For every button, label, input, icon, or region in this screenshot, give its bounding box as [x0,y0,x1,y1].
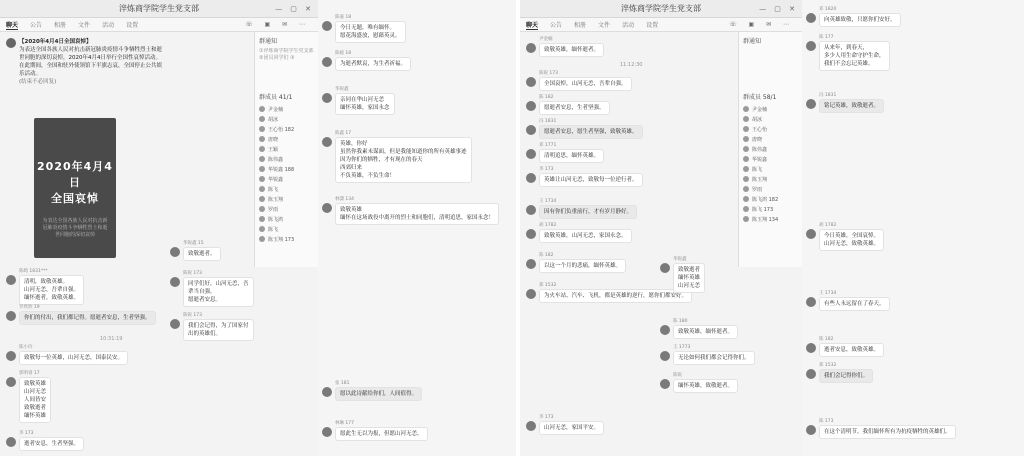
toolbar-icons[interactable]: ☏ ▣ ✉ ⋯ [729,21,794,28]
member-item[interactable] [259,224,314,234]
sidebar-title: 群通知 [743,38,762,45]
member-item[interactable] [743,204,798,214]
avatar[interactable] [526,149,536,159]
member-name: 陈玉翔 [752,176,768,183]
message-bubble: 今日无题，唯有缅怀。 愿花海盛放，慰藉英灵。 [335,21,406,43]
member-item[interactable] [259,164,314,174]
message-bubble: 山河无恙，家国平安。 [539,421,604,435]
avatar[interactable] [660,379,670,389]
avatar[interactable] [526,77,536,87]
message-item [322,50,507,71]
tab-bar [0,18,318,32]
avatar [259,136,265,142]
member-item[interactable] [259,124,314,134]
member-name: 华锐鑫 [268,176,284,183]
message-item [526,198,706,219]
message-item [170,270,254,307]
sender-name: 陈 177 [819,35,834,40]
avatar[interactable] [526,173,536,183]
message-item [526,414,676,435]
member-item[interactable] [743,184,798,194]
message-item [660,256,730,293]
message-bubble: 从来年，到春天， 多少人用生命守护生命， 我们不会忘记英雄。 [819,41,890,71]
notice-footer: (结束不必回复) [19,79,57,85]
member-list [743,104,798,224]
sender-name: 李 173 [539,415,554,420]
sender-name: 冯 1831 [539,119,557,124]
message-bubble: 致敬英雄，山河无恙，家国永念。 [539,229,632,243]
tab-activity[interactable]: 活动 [102,22,115,29]
member-item[interactable] [743,164,798,174]
message-bubble: 致敬逝者 缅怀英雄 山河无恙 [673,263,705,293]
avatar [259,216,265,222]
message-item [806,290,1016,311]
message-item [322,14,507,43]
message-bubble: 今日英雄，全国哀悼。 山河无恙，致敬英雄。 [819,229,884,251]
avatar [743,116,749,122]
sender-name: 胡 1782 [819,223,837,228]
sender-name: 邓 1820 [819,7,837,12]
member-name: 王心怡 [752,126,768,133]
window-title-bar [520,0,802,18]
tab-announcement[interactable]: 公告 [550,22,563,29]
message-item [322,420,507,441]
member-name: 罗雨 [752,186,763,193]
avatar [259,196,265,202]
avatar [259,146,265,152]
notice-title: 【2020年4月4日全国哀悼】 [19,39,92,45]
timestamp: 11:12:30 [620,62,643,68]
message-item [526,36,676,57]
message-item [660,318,780,339]
message-bubble: 愿以此诗献给你们，人间值得。 [335,387,422,401]
sender-name: 陈 182 [819,337,834,342]
avatar[interactable] [806,229,816,239]
avatar[interactable] [6,311,16,321]
avatar[interactable] [660,325,670,335]
sender-name: 郭明睿 17 [19,371,40,376]
avatar [743,146,749,152]
poster-text: 为表达全国各族人民对抗击新冠肺炎疫情斗争牺牲烈士和逝世同胞的深切哀悼 [42,218,108,238]
message-bubble: 因有你们负重前行，才有岁月静好。 [539,205,637,219]
avatar[interactable] [806,343,816,353]
message-bubble: 清明，致敬英雄。 山河无恙，吾辈自强。 缅怀逝者，致敬英雄。 [19,275,84,305]
member-item[interactable] [259,194,314,204]
avatar [743,196,749,202]
sender-name: 王 1734 [819,291,837,296]
sender-name: 尹金楠 [539,37,553,42]
message-bubble: 愿逝者安息，生者坚强。 [539,101,610,115]
message-bubble: 致敬英雄 缅怀在这场战役中离开的烈士和同胞们，清明追思，家国永念！ [335,203,499,225]
avatar[interactable] [526,205,536,215]
member-item[interactable] [743,174,798,184]
member-name: 陈伟鑫 [752,146,768,153]
member-name: 罗雨 [268,206,279,213]
avatar [743,106,749,112]
sender-name: 华锐鑫 [673,257,687,262]
member-header: 群成员 58/1 [743,94,777,101]
message-bubble: 致敬英雄 山河无恙 人间皆安 致敬逝者 缅怀英雄 [19,377,51,423]
avatar[interactable] [322,387,332,397]
member-header: 群成员 41/1 [259,94,293,101]
avatar [743,206,749,212]
avatar [743,136,749,142]
avatar [259,126,265,132]
message-item [526,142,686,163]
sender-name: 陈锐 173 [183,313,203,318]
group-info-sidebar [254,32,318,267]
tab-settings[interactable]: 设置 [126,22,139,29]
message-bubble: 英雄，你好 虽然你我素未谋面，但是我能知道你的所有英雄事迹 因为你们的牺牲，才有现在的春天 西郊归来 不负英雄，不负生命！ [335,137,472,183]
sender-name: 陈锐 173 [539,71,559,76]
avatar[interactable] [526,259,536,269]
avatar [259,116,265,122]
chat-window-left [0,0,318,456]
message-bubble: 愿逝者安息，愿生者坚强，致敬英雄。 [539,125,643,139]
avatar[interactable] [322,137,332,147]
sender-name: 郑 1532 [539,283,557,288]
member-item[interactable] [259,184,314,194]
message-item [526,222,706,243]
avatar[interactable] [526,421,536,431]
message-item [806,6,1016,27]
message-bubble: 缅怀英雄，致敬逝者。 [673,379,738,393]
tab-bar [520,18,802,32]
message-bubble: 逝者安息，致敬英雄。 [819,343,884,357]
sender-name: 林潇 134 [335,197,355,202]
window-controls[interactable]: — ▢ ✕ [759,5,798,13]
window-title-bar [0,0,318,18]
avatar [259,226,265,232]
poster-title: 2020年4月4日 全国哀悼 [37,160,113,205]
message-item [6,268,156,305]
avatar [259,106,265,112]
sender-name: 李 173 [539,167,554,172]
tab-album[interactable]: 相册 [574,22,587,29]
sender-name: 陈锐 173 [183,271,203,276]
message-item [526,94,686,115]
sender-name: 王 1773 [673,345,691,350]
avatar[interactable] [526,43,536,53]
message-item [660,344,780,365]
message-item [170,312,254,341]
message-bubble: 以这一个月的悲痛，缅怀英雄。 [539,259,626,273]
sender-name: 陈 180 [673,319,688,324]
tab-settings[interactable]: 设置 [646,22,659,29]
avatar[interactable] [6,351,16,361]
chat-window-right [520,0,802,456]
avatar[interactable] [806,13,816,23]
sender-name: 冯 1831 [819,93,837,98]
message-item [322,380,507,401]
member-item[interactable] [743,214,798,224]
avatar[interactable] [660,351,670,361]
message-item [660,372,780,393]
message-bubble: 无论如何我们都会记得你们。 [673,351,755,365]
message-bubble: 全国哀悼，山河无恙，吾辈自强。 [539,77,632,91]
sidebar-title: 群通知 [259,38,278,45]
window-title: 淬炼商学院学生党支部 [621,4,701,13]
message-bubble: 我们会记得你们。 [819,369,873,383]
sender-name: 陈 182 [539,253,554,258]
message-bubble: 在这个清明节，我们缅怀所有为抗疫牺牲的英雄们。 [819,425,956,439]
avatar [259,236,265,242]
message-bubble: 同学们好，山河无恙，吾辈当自强。 愿逝者安息。 [183,277,254,307]
avatar[interactable] [526,125,536,135]
tab-announcement[interactable]: 公告 [30,22,43,29]
sidebar-note: ①淬炼商学院学生党支部 ②团员同学们 ③ [259,48,314,61]
tab-chat[interactable]: 聊天 [6,21,19,29]
message-bubble: 有些人永远留在了春天。 [819,297,890,311]
member-item[interactable] [259,114,314,124]
member-item[interactable] [259,104,314,114]
avatar [259,206,265,212]
avatar[interactable] [322,57,332,67]
message-bubble: 逝者安息，生者坚强。 [19,437,84,451]
message-item [322,86,507,115]
chat-column-far-right [802,0,1024,456]
sender-name: 华锐鑫 [335,87,349,92]
message-item [6,370,126,423]
member-name: 唐晓 [752,136,763,143]
member-name: 陈飞 [268,186,279,193]
member-item[interactable] [259,234,314,244]
avatar[interactable] [6,437,16,447]
avatar [259,176,265,182]
tab-files[interactable]: 文件 [78,22,91,29]
tab-album[interactable]: 相册 [54,22,67,29]
member-item[interactable] [743,124,798,134]
member-name: 王颖 [268,146,279,153]
avatar[interactable] [526,101,536,111]
message-item [806,362,1016,383]
avatar[interactable] [526,229,536,239]
message-bubble: 向英雄致敬，只愿你们安好。 [819,13,901,27]
sender-name: 陈 173 [819,419,834,424]
member-item[interactable] [743,144,798,154]
message-item [806,418,1016,439]
member-name: 唐晓 [268,136,279,143]
avatar[interactable] [806,41,816,51]
message-bubble: 你们的付出，我们都记得。愿逝者安息，生者坚强。 [19,311,156,325]
avatar[interactable] [170,319,180,329]
chat-column-middle [318,0,516,456]
avatar[interactable] [322,203,332,213]
avatar [743,156,749,162]
member-name: 华锐鑫 [752,156,768,163]
message-item [806,222,1016,251]
message-item [806,34,1016,71]
notice-body: 为表达全国各族人民对抗击新冠肺炎疫情斗争牺牲烈士和逝世同胞的深切哀悼，2020年4月4日举行全国性哀悼活动。在此期间，全国和驻外使领馆下半旗志哀，全国停止公共娱乐活动。 [19,47,163,77]
member-name: 尹金楠 [268,106,284,113]
member-item[interactable] [743,114,798,124]
message-item [806,92,1016,113]
message-item [526,166,706,187]
avatar[interactable] [6,38,16,48]
window-title: 淬炼商学院学生党支部 [119,4,199,13]
member-item[interactable] [259,134,314,144]
member-name: 王心怡 182 [268,126,295,133]
member-list [259,104,314,244]
message-item [322,196,507,225]
member-item[interactable] [259,144,314,154]
member-name: 陈玉翔 134 [752,216,779,223]
member-item[interactable] [259,214,314,224]
avatar[interactable] [170,247,180,257]
notice-message [6,38,166,86]
toolbar-icons[interactable]: ☏ ▣ ✉ ⋯ [245,21,310,28]
message-bubble: 致敬逝者。 [183,247,221,261]
avatar [259,186,265,192]
message-item [322,130,507,183]
message-bubble: 愿此生无以为报，但愿山河无恙。 [335,427,428,441]
member-name: 陈伟鑫 [268,156,284,163]
sender-name: 邓 1771 [539,143,557,148]
sender-name: 陈嘉 18 [335,15,352,20]
sender-name: 郑 1532 [819,363,837,368]
message-bubble: 英雄让山河无恙，致敬每一位逆行者。 [539,173,643,187]
message-bubble: 铭记英雄，致敬逝者。 [819,99,884,113]
avatar[interactable] [806,99,816,109]
sender-name: 王 1734 [539,199,557,204]
sender-name: 陈锐 [673,373,682,378]
message-bubble: 清明追思，缅怀英雄。 [539,149,604,163]
avatar[interactable] [322,21,332,31]
message-bubble: 致敬每一位英雄，山河无恙，国泰民安。 [19,351,128,365]
message-bubble: 为火车站、汽车、飞机，都是英雄的逆行，愿你们都安好。 [539,289,692,303]
sender-name: 陈小玲 [19,345,33,350]
member-name: 华锐鑫 188 [268,166,295,173]
member-item[interactable] [743,194,798,204]
member-name: 胡冰 [268,116,279,123]
avatar[interactable] [322,93,332,103]
tab-chat[interactable]: 聊天 [526,21,539,29]
member-item[interactable] [743,104,798,114]
avatar[interactable] [6,377,16,387]
sender-name: 陈鑫 17 [335,131,352,136]
timestamp: 10:31:19 [100,336,123,342]
message-item [526,118,686,139]
avatar [743,176,749,182]
avatar [743,216,749,222]
message-bubble: 致敬英雄，缅怀逝者。 [539,43,604,57]
message-item [170,240,254,261]
message-bubble: 我们会记得，为了国家付出的英雄们。 [183,319,254,341]
member-item[interactable] [259,204,314,214]
member-name: 陈飞鸿 [268,216,284,223]
sender-name: 陈 182 [539,95,554,100]
avatar [259,166,265,172]
sender-name: 胡 1782 [539,223,557,228]
sender-name: 李 173 [19,431,34,436]
message-item [6,430,156,451]
sender-name: 陈绮 1831*** [19,269,48,274]
sender-name: 罗欣欣 19 [19,305,40,310]
member-name: 陈飞 [268,226,279,233]
sender-name: 林琳 177 [335,421,355,426]
window-controls[interactable]: — ▢ ✕ [275,5,314,13]
message-bubble: 为逝者默哀，为生者祈福。 [335,57,411,71]
sender-name: 华锐鑫 15 [183,241,204,246]
avatar[interactable] [806,297,816,307]
avatar[interactable] [170,277,180,287]
member-name: 胡冰 [752,116,763,123]
sender-name: 陈媛 18 [335,51,352,56]
member-name: 尹金楠 [752,106,768,113]
member-name: 陈飞鸿 182 [752,196,779,203]
tab-activity[interactable]: 活动 [622,22,635,29]
avatar [743,126,749,132]
member-item[interactable] [743,134,798,144]
tab-files[interactable]: 文件 [598,22,611,29]
group-info-sidebar [738,32,802,267]
avatar[interactable] [6,275,16,285]
avatar [743,186,749,192]
mourning-poster-image[interactable] [34,118,116,258]
member-item[interactable] [743,154,798,164]
message-item [6,304,166,325]
avatar[interactable] [806,369,816,379]
member-name: 陈飞 173 [752,206,774,213]
avatar[interactable] [322,427,332,437]
avatar[interactable] [660,263,670,273]
message-bubble: 亲同在华山河无恙 缅怀英雄，家国永念 [335,93,395,115]
member-name: 陈玉翔 [268,196,284,203]
member-item[interactable] [259,154,314,164]
sender-name: 张 181 [335,381,350,386]
message-item [526,70,686,91]
member-item[interactable] [259,174,314,184]
member-name: 陈玉翔 173 [268,236,295,243]
avatar [259,156,265,162]
avatar[interactable] [806,425,816,435]
member-name: 陈飞 [752,166,763,173]
message-item [6,344,166,365]
avatar [743,166,749,172]
avatar[interactable] [526,289,536,299]
message-bubble: 致敬英雄，缅怀逝者。 [673,325,738,339]
message-item [806,336,1016,357]
